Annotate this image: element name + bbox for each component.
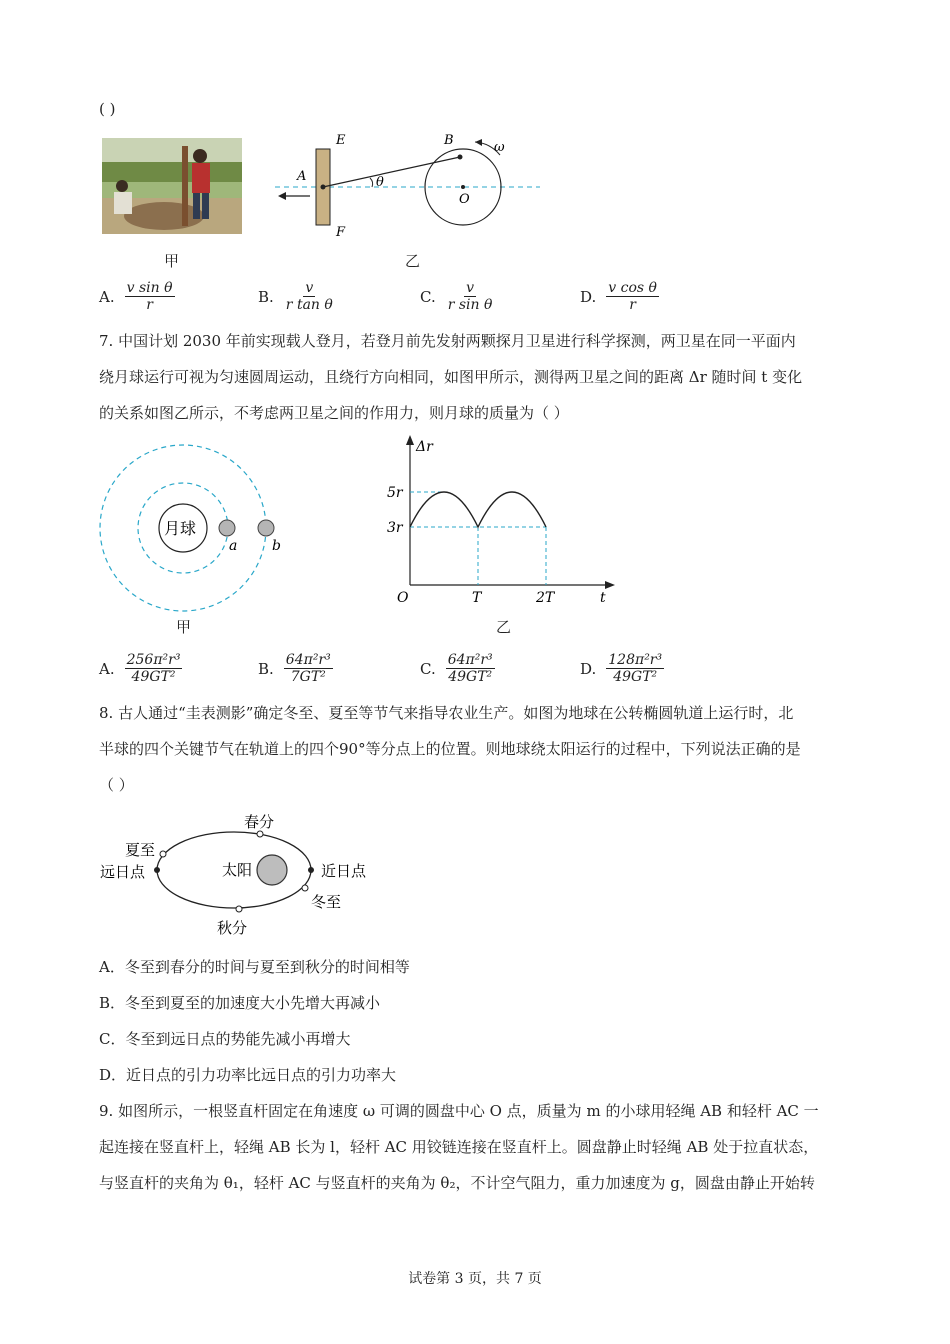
q8-option-d[interactable]: D．近日点的引力功率比远日点的引力功率大 [99,1066,397,1084]
q7-option-b[interactable]: B. $\frac{\text{64π²r³}}{\text{7GT²}}$ [258,652,331,686]
q8-label-winter: 冬至 [311,893,342,911]
q8-label-sun: 太阳 [222,861,253,879]
q8-label-summer: 夏至 [125,841,156,859]
q7-caption-yi: 乙 [496,618,512,636]
q7-graph [380,430,620,610]
q6-diagram [270,125,545,250]
q7-orbit-figure [98,440,288,620]
q6-label-E: E [336,133,346,148]
q8-label-autumn: 秋分 [217,919,248,937]
q9-text-line-1: 9. 如图所示，一根竖直杆固定在角速度 ω 可调的圆盘中心 O 点，质量为 m 的小球用轻绳 AB 和轻杆 AC 一 [99,1102,819,1120]
q6-option-a[interactable]: A. $\frac{\text{v sin θ}}{r}$ [99,280,173,314]
q6-option-c[interactable]: C. $\frac{v}{\text{r sin θ}}$ [420,280,493,314]
q7-text-line-3: 的关系如图乙所示，不考虑两卫星之间的作用力，则月球的质量为（ ） [99,404,569,422]
page-footer: 试卷第 3 页，共 7 页 [408,1271,542,1287]
q7-sat-a-label: a [229,538,238,554]
q6-caption-yi: 乙 [405,252,421,270]
q6-label-O: O [459,192,470,207]
q8-option-a[interactable]: A．冬至到春分的时间与夏至到秋分的时间相等 [99,958,410,976]
q6-label-B: B [444,133,454,148]
q6-option-b[interactable]: B. $\frac{v}{\text{r tan θ}}$ [258,280,333,314]
q7-graph-x-label: t [600,590,606,606]
q8-option-b[interactable]: B．冬至到夏至的加速度大小先增大再减小 [99,994,381,1012]
q8-label-aphelion: 远日点 [100,863,146,881]
q7-graph-tick-T: T [472,590,482,606]
q7-graph-tick-2T: 2T [536,590,555,606]
q7-graph-tick-3r: 3r [387,520,403,536]
q7-option-c[interactable]: C. $\frac{\text{64π²r³}}{\text{49GT²}}$ [420,652,493,686]
q7-text-line-2: 绕月球运行可视为匀速圆周运动，且绕行方向相同，如图甲所示，测得两卫星之间的距离 Δr 随时间 t 变化 [99,368,803,386]
q6-label-theta: θ [376,175,384,190]
q7-sat-b-label: b [272,538,281,554]
q8-label-perihelion: 近日点 [321,862,367,880]
q9-text-line-3: 与竖直杆的夹角为 θ₁，轻杆 AC 与竖直杆的夹角为 θ₂，不计空气阻力，重力加速度为 g，圆盘由静止开始转 [99,1174,815,1192]
q8-text-line-3: （ ） [99,776,134,794]
q6-label-omega: ω [494,140,505,155]
q8-option-c[interactable]: C．冬至到远日点的势能先减小再增大 [99,1030,351,1048]
q7-option-d[interactable]: D. $\frac{\text{128π²r³}}{\text{49GT²}}$ [580,652,663,686]
q8-text-line-2: 半球的四个关键节气在轨道上的四个90°等分点上的位置。则地球绕太阳运行的过程中，下列说法正确的是 [99,740,801,758]
q7-graph-tick-5r: 5r [387,485,403,501]
q8-label-spring: 春分 [244,813,275,831]
q9-text-line-2: 起连接在竖直杆上，轻绳 AB 长为 l，轻杆 AC 用铰链连接在竖直杆上。圆盘静止时轻绳 AB 处于拉直状态， [99,1138,819,1156]
q6-answer-paren: ( ) [99,100,116,118]
q6-option-d[interactable]: D. $\frac{\text{v cos θ}}{r}$ [580,280,657,314]
q7-graph-y-label: Δr [416,439,433,455]
q6-label-A: A [297,169,307,184]
q7-text-line-1: 7. 中国计划 2030 年前实现载人登月，若登月前先发射两颗探月卫星进行科学探测，两卫星在同一平面内 [99,332,796,350]
q7-moon-label: 月球 [164,519,197,538]
q8-text-line-1: 8. 古人通过“圭表测影”确定冬至、夏至等节气来指导农业生产。如图为地球在公转椭圆轨道上运行时，北 [99,704,794,722]
q7-option-a[interactable]: A. $\frac{\text{256π²r³}}{\text{49GT²}}$ [99,652,181,686]
q6-caption-jia: 甲 [164,252,180,270]
q6-label-F: F [336,225,346,240]
q7-graph-origin: O [397,590,409,606]
q6-photo [102,138,242,234]
q8-orbit-diagram [96,806,386,941]
q7-caption-jia: 甲 [176,618,192,636]
